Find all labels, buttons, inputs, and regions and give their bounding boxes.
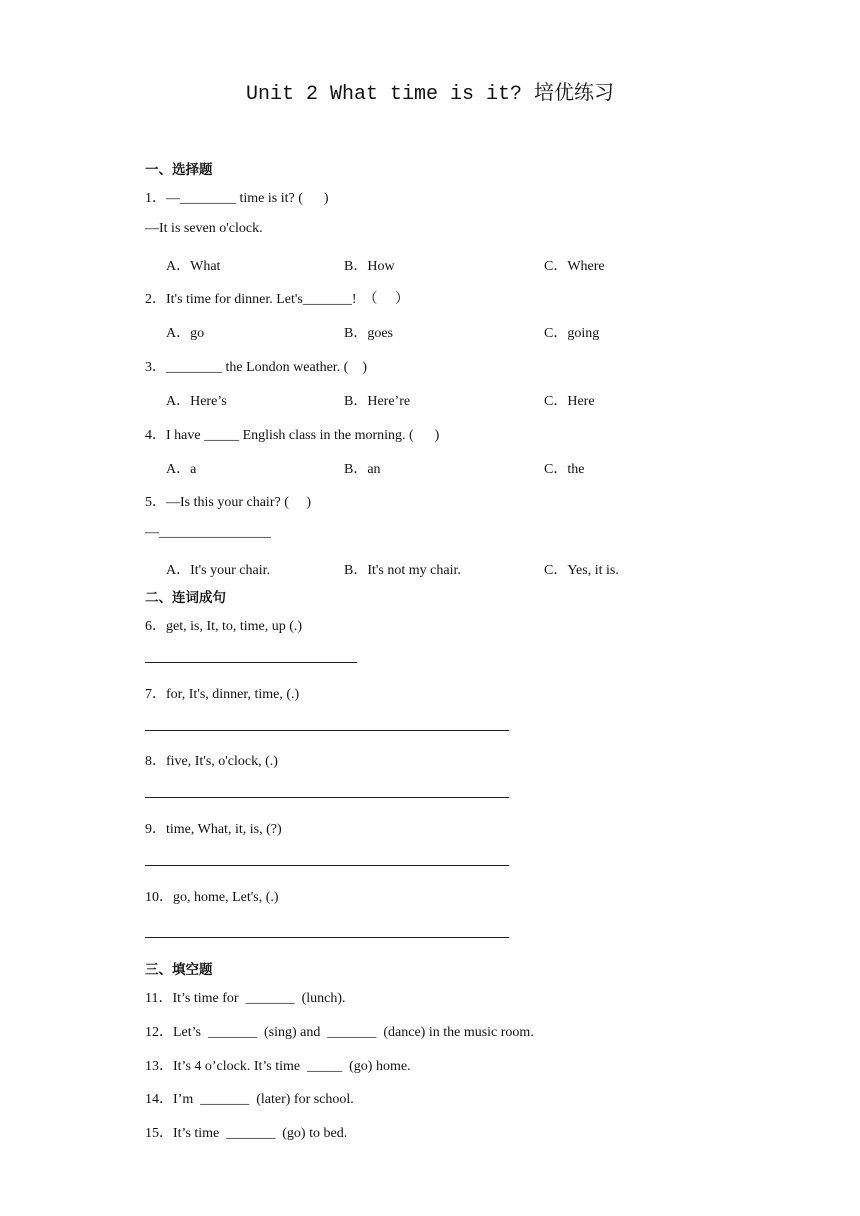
section-heading-choice: 一、选择题 <box>145 162 213 178</box>
question-1-stem: 1．—________ time is it? ( ) <box>145 191 329 206</box>
page-title: Unit 2 What time is it? 培优练习 <box>245 83 615 106</box>
question-2-option-a: A．go <box>166 326 205 341</box>
question-15: 15．It’s time _______ (go) to bed. <box>145 1126 348 1141</box>
question-13: 13．It’s 4 o’clock. It’s time _____ (go) home. <box>145 1059 411 1074</box>
answer-line-9 <box>145 865 509 866</box>
question-4-stem: 4．I have _____ English class in the morning. ( ) <box>145 428 440 443</box>
question-1-dialog-reply: —It is seven o'clock. <box>145 221 263 236</box>
section-heading-fill-blank: 三、填空题 <box>145 962 213 978</box>
question-9-words: 9．time, What, it, is, (?) <box>145 822 282 837</box>
question-5-stem: 5．—Is this your chair? ( ) <box>145 495 312 510</box>
question-5-option-c: C．Yes, it is. <box>544 563 619 578</box>
question-5-option-b: B．It's not my chair. <box>344 563 461 578</box>
question-4-option-b: B．an <box>344 462 381 477</box>
question-14: 14．I’m _______ (later) for school. <box>145 1092 354 1107</box>
question-4-option-a: A．a <box>166 462 197 477</box>
question-2-stem: 2．It's time for dinner. Let's_______! （ ） <box>145 292 410 307</box>
question-3-option-c: C．Here <box>544 394 595 409</box>
answer-line-7 <box>145 730 509 731</box>
question-2-option-c: C．going <box>544 326 600 341</box>
question-10-words: 10．go, home, Let's, (.) <box>145 890 279 905</box>
question-2-option-b: B．goes <box>344 326 393 341</box>
answer-line-8 <box>145 797 509 798</box>
question-8-words: 8．five, It's, o'clock, (.) <box>145 754 278 769</box>
question-5-dialog-reply: —________________ <box>145 525 271 540</box>
question-1-option-a: A．What <box>166 259 221 274</box>
question-1-option-c: C．Where <box>544 259 605 274</box>
question-5-option-a: A．It's your chair. <box>166 563 271 578</box>
question-4-option-c: C．the <box>544 462 585 477</box>
question-11: 11．It’s time for _______ (lunch). <box>145 991 346 1006</box>
question-6-words: 6．get, is, It, to, time, up (.) <box>145 619 303 634</box>
question-3-option-a: A．Here’s <box>166 394 227 409</box>
question-1-option-b: B．How <box>344 259 395 274</box>
answer-line-6 <box>145 662 357 663</box>
section-heading-word-order: 二、连词成句 <box>145 590 226 606</box>
question-7-words: 7．for, It's, dinner, time, (.) <box>145 687 300 702</box>
question-3-option-b: B．Here’re <box>344 394 411 409</box>
question-12: 12．Let’s _______ (sing) and _______ (dance) in the music room. <box>145 1025 534 1040</box>
question-3-stem: 3．________ the London weather. ( ) <box>145 360 368 375</box>
answer-line-10 <box>145 937 509 938</box>
